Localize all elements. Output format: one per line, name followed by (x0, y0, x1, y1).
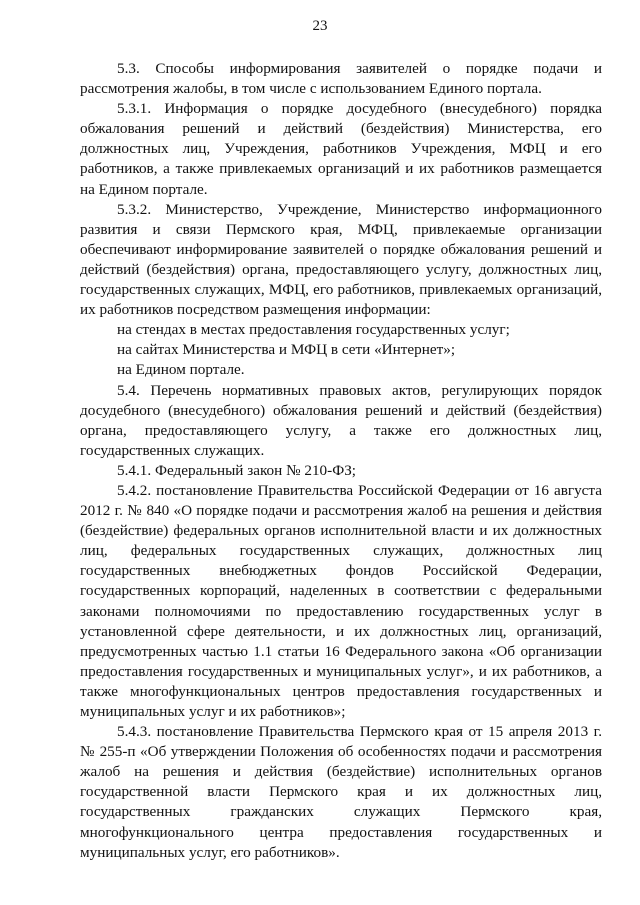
paragraph-5-3: 5.3. Способы информирования заявителей о порядке подачи и рассмотрения жалобы, в том числе с использованием Единого портала. (80, 60, 602, 98)
paragraph-5-4: 5.4. Перечень нормативных правовых актов, регулирующих порядок досудебного (внесудебного) обжалования решений и действий (бездействия) органа, предоставляющего услугу, а также его должностных лиц, государственных служащих. (80, 381, 602, 459)
list-item-stands: на стендах в местах предоставления государственных услуг; (117, 321, 510, 339)
paragraph-5-3-1: 5.3.1. Информация о порядке досудебного (внесудебного) порядка обжалования решений и действий (бездействия) Министерства, его должностных лиц, Учреждения, работников Учреждения, МФЦ и его работников, а также привлекаемых организаций и их работников размещается на Едином портале. (80, 100, 602, 198)
list-item-sites: на сайтах Министерства и МФЦ в сети «Интернет»; (117, 341, 456, 359)
paragraph-5-3-2: 5.3.2. Министерство, Учреждение, Министерство информационного развития и связи Пермского края, МФЦ, привлекаемые организации обеспечивают информирование заявителей о порядке обжалования решений и действий (бездействия) органа, предоставляющего услугу, должностных лиц, государственных служащих, МФЦ, его работников, привлекаемых организаций, их работников посредством размещения информации: (80, 200, 602, 319)
list-item-portal: на Едином портале. (117, 361, 245, 379)
document-body (80, 59, 602, 863)
page-number: 23 (312, 18, 328, 34)
paragraph-5-4-2: 5.4.2. постановление Правительства Российской Федерации от 16 августа 2012 г. № 840 «О порядке подачи и рассмотрения жалоб на решения и действия (бездействие) федеральных органов исполнительной власти и их должностных лиц, федеральных государственных служащих, должностных лиц государственных внебюджетных фондов Российской Федерации, государственных корпораций, наделенных в соответствии с федеральными законами полномочиями по предоставлению государственных услуг в установленной сфере деятельности, и их должностных лиц, организаций, предусмотренных частью 1.1 статьи 16 Федерального закона «Об организации предоставления государственных и муниципальных услуг», и их работников, а также многофункциональных центров предоставления государственных и муниципальных услуг и их работников»; (80, 481, 602, 720)
paragraph-5-4-1: 5.4.1. Федеральный закон № 210-ФЗ; (117, 461, 357, 479)
paragraph-5-4-3: 5.4.3. постановление Правительства Пермского края от 15 апреля 2013 г. № 255-п «Об утверждении Положения об особенностях подачи и рассмотрения жалоб на решения и действия (бездействие) исполнительных органов государственной власти Пермского края и их должностных лиц, государственных гражданских служащих Пермского края, многофункционального центра предоставления государственных и муниципальных услуг, его работников». (80, 723, 602, 861)
